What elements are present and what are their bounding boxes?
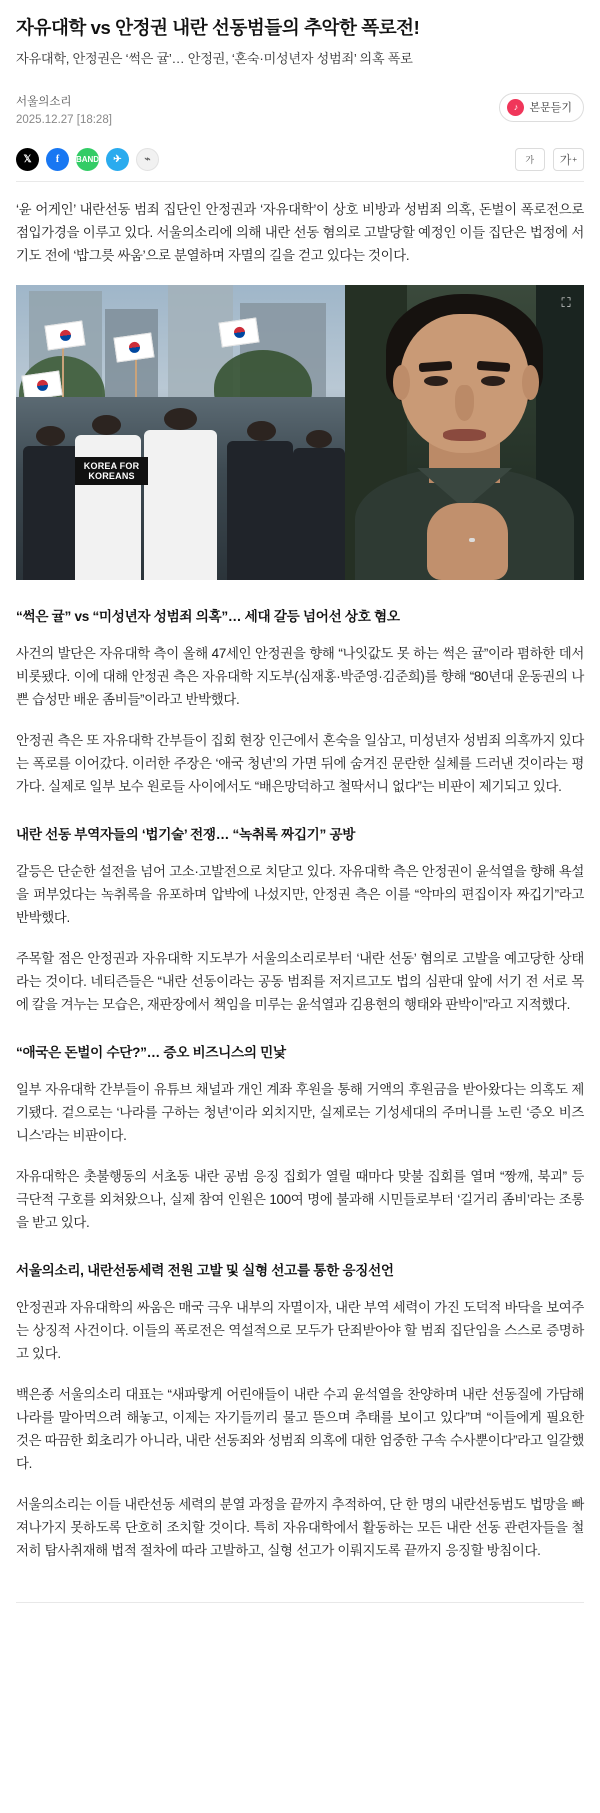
font-decrease-button[interactable] (515, 148, 545, 171)
paragraph: 갈등은 단순한 설전을 넘어 고소·고발전으로 치닫고 있다. 자유대학 측은 안정권이 윤석열을 향해 욕설을 퍼부었다는 녹취록을 유포하며 압박에 나섰지만, 안정권 측은 이를 “악마의 편집이자 짜깁기”라고 반박했다. (16, 863, 584, 925)
article-body (0, 182, 600, 1596)
listen-article-label: 본문듣기 (529, 102, 572, 115)
section-heading: 내란 선동 부역자들의 ‘법기술’ 전쟁… “녹취록 짜깁기” 공방 (16, 826, 356, 842)
crowd-person (144, 430, 216, 580)
x-twitter-icon[interactable]: 𝕏 (16, 148, 39, 171)
portrait-mouth (443, 429, 486, 441)
font-decrease-label: 가 (525, 154, 535, 165)
crowd-person (92, 415, 122, 435)
page-title: 자유대학 vs 안정권 내란 선동범들의 추악한 폭로전! (16, 17, 420, 38)
section-heading: “애국은 돈벌이 수단?”… 증오 비즈니스의 민낯 (16, 1044, 286, 1060)
crowd (16, 397, 345, 580)
crowd-person (293, 448, 346, 580)
share-icon[interactable]: ⌁ (136, 148, 159, 171)
facebook-icon[interactable]: f (46, 148, 69, 171)
paragraph: 안정권과 자유대학의 싸움은 매국 극우 내부의 자멸이자, 내란 부역 세력이 가진 도덕적 바닥을 보여주는 상징적 사건이다. 이들의 폭로전은 역설적으로 모두가 단죄받아야 할 범죄 집단임을 스스로 증명하고 있다. (16, 1299, 584, 1361)
byline-row (0, 79, 600, 126)
font-increase-label: 가 (559, 152, 572, 167)
font-increase-sup: + (572, 154, 577, 164)
lead-paragraph: ‘윤 어게인’ 내란선동 범죄 집단인 안정권과 ‘자유대학’이 상호 비방과 성범죄 의혹, 돈벌이 폭로전으로 점입가경을 이루고 있다. 서울의소리에 의해 내란 선동 혐의로 고발당할 예정인 이들 집단은 법정에 서기도 전에 ‘밥그릇 싸움’으로 분열하며 자멸의 길을 걷고 있다는 것이다. (16, 201, 584, 263)
portrait-ear (522, 365, 539, 400)
share-buttons (16, 148, 159, 171)
portrait-hand (427, 503, 508, 580)
font-increase-button[interactable] (553, 148, 584, 171)
byline (16, 93, 112, 126)
naver-band-icon[interactable]: BAND (76, 148, 99, 171)
paragraph: 주목할 점은 안정권과 자유대학 지도부가 서울의소리로부터 ‘내란 선동’ 혐의로 고발을 예고당한 상태라는 것이다. 네티즌들은 “내란 선동이라는 공동 범죄를 저지르고도 법의 심판대 앞에 서기 전 서로 목에 칼을 겨누는 모습은, 재판장에서 책임을 미루는 윤석열과 김용현의 행태와 판박이”라고 지적했다. (16, 950, 584, 1012)
portrait-ear (393, 365, 410, 400)
share-toolbar (16, 138, 584, 182)
headphone-icon: ♪ (507, 99, 524, 116)
section-heading: 서울의소리, 내란선동세력 전원 고발 및 실형 선고를 통한 응징선언 (16, 1263, 394, 1278)
crowd-person (36, 426, 66, 446)
paragraph: 사건의 발단은 자유대학 측이 올해 47세인 안정권을 향해 “나잇값도 못 하는 썩은 귤”이라 폄하한 데서 비롯됐다. 이에 대해 안정권 측은 자유대학 지도부(심재홍·박준영·김준희)를 향해 “80년대 운동권의 나쁜 습성만 배운 좀비들”이라고 반박했다. (16, 645, 584, 707)
article-header (0, 0, 600, 79)
crowd-person (23, 446, 82, 580)
photo-portrait (345, 285, 584, 580)
section-heading: “썩은 귤” vs “미성년자 성범죄 의혹”… 세대 갈등 넘어선 상호 혐오 (16, 608, 400, 624)
paragraph: 서울의소리는 이들 내란선동 세력의 분열 과정을 끝까지 추적하여, 단 한 명의 내란선동범도 법망을 빠져나가지 못하도록 단호히 조치할 것이다. 특히 자유대학에서 활동하는 모든 내란 선동 관련자들을 철저히 탐사취재해 법적 절차에 따라 고발하고, 실형 선고가 이뤄지도록 끝까지 응징할 방침이다. (16, 1497, 584, 1559)
crowd-person (247, 421, 277, 441)
crowd-person (306, 430, 332, 448)
paragraph: 자유대학은 촛불행동의 서초동 내란 공범 응징 집회가 열릴 때마다 맞불 집회를 열며 “짱깨, 북괴” 등 극단적 구호를 외쳐왔으나, 실제 참여 인원은 100여 명에 불과해 시민들로부터 ‘길거리 좀비’라는 조롱을 받고 있다. (16, 1168, 584, 1230)
protest-banner: KOREA FOR KOREANS (75, 457, 147, 484)
portrait-nose (455, 385, 474, 420)
paragraph: 안정권 측은 또 자유대학 간부들이 집회 현장 인근에서 혼숙을 일삼고, 미성년자 성범죄 의혹까지 있다는 폭로를 이어갔다. 이러한 주장은 ‘애국 청년’의 가면 뒤에 숨겨진 문란한 실체를 드러낸 것이라는 평가다. 실제로 일부 보수 원로들 사이에서도 “배은망덕하고 철딱서니 없다”는 비판이 제기되고 있다. (16, 732, 584, 794)
paragraph: 일부 자유대학 간부들이 유튜브 채널과 개인 계좌 후원을 통해 거액의 후원금을 받아왔다는 의혹도 제기됐다. 겉으로는 ‘나라를 구하는 청년’이라 외치지만, 실제로는 기성세대의 주머니를 노린 ‘증오 비즈니스’라는 비판이다. (16, 1081, 584, 1143)
article-subtitle: 자유대학, 안정권은 ‘썩은 귤’… 안정권, ‘혼숙·미성년자 성범죄’ 의혹 폭로 (16, 50, 413, 66)
article-footer-divider (16, 1602, 584, 1616)
byline-author: 서울의소리 (16, 95, 72, 108)
crowd-person (164, 408, 197, 430)
photo-rally (16, 285, 345, 580)
font-size-controls (515, 148, 584, 171)
crowd-person (227, 441, 293, 580)
korean-flag (113, 333, 154, 363)
listen-article-button[interactable] (499, 93, 584, 122)
portrait-ring (469, 538, 475, 542)
paragraph: 백은종 서울의소리 대표는 “새파랗게 어린애들이 내란 수괴 윤석열을 찬양하며 내란 선동질에 가담해 나라를 말아먹으려 해놓고, 이제는 자기들끼리 물고 뜯으며 추태를 보이고 있다”며 “이들에게 필요한 것은 따끔한 회초리가 아니라, 내란 선동죄와 성범죄 의혹에 대한 엄중한 구속 수사뿐이다”라고 일갈했다. (16, 1386, 584, 1472)
telegram-icon[interactable]: ✈ (106, 148, 129, 171)
byline-timestamp: 2025.12.27 [18:28] (16, 113, 112, 126)
expand-icon[interactable]: ⛶ (561, 294, 571, 310)
article-photo[interactable] (16, 285, 584, 580)
